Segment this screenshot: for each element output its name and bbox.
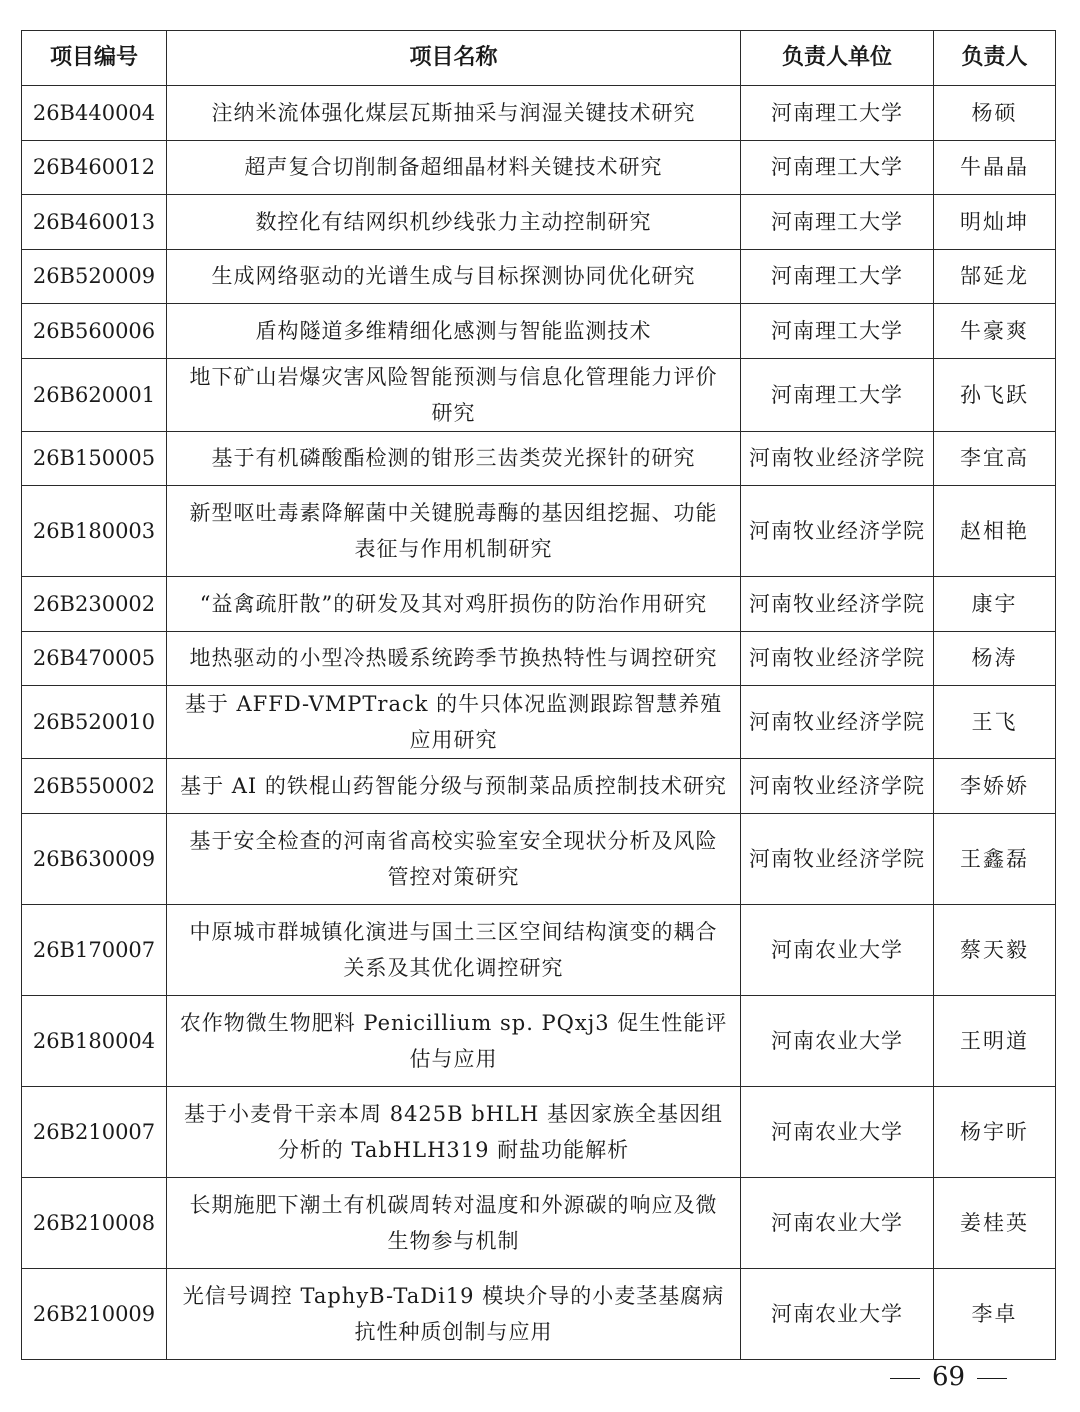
- project-id-cell: 26B150005: [22, 431, 167, 486]
- table-row: [22, 577, 1056, 632]
- project-name-cell: 新型呕吐毒素降解菌中关键脱毒酶的基因组挖掘、功能表征与作用机制研究: [167, 486, 741, 577]
- project-name-cell: 注纳米流体强化煤层瓦斯抽采与润湿关键技术研究: [167, 86, 741, 141]
- project-name-cell: 地热驱动的小型冷热暖系统跨季节换热特性与调控研究: [167, 631, 741, 686]
- leader-unit-cell: 河南牧业经济学院: [741, 686, 934, 759]
- project-id-cell: 26B210009: [22, 1268, 167, 1359]
- project-id-cell: 26B630009: [22, 813, 167, 904]
- project-name-cell: 盾构隧道多维精细化感测与智能监测技术: [167, 304, 741, 359]
- leader-cell: 牛晶晶: [934, 140, 1056, 195]
- leader-cell: 孙飞跃: [934, 358, 1056, 431]
- leader-cell: 牛豪爽: [934, 304, 1056, 359]
- leader-cell: 杨硕: [934, 86, 1056, 141]
- header-row: [22, 31, 1056, 86]
- project-name-cell: 数控化有结网织机纱线张力主动控制研究: [167, 195, 741, 250]
- project-name-cell: “益禽疏肝散”的研发及其对鸡肝损伤的防治作用研究: [167, 577, 741, 632]
- leader-unit-cell: 河南理工大学: [741, 86, 934, 141]
- table-row: [22, 631, 1056, 686]
- leader-cell: 李卓: [934, 1268, 1056, 1359]
- project-name-cell: 基于小麦骨干亲本周 8425B bHLH 基因家族全基因组分析的 TabHLH319 耐盐功能解析: [167, 1086, 741, 1177]
- table-row: [22, 195, 1056, 250]
- leader-unit-cell: 河南农业大学: [741, 1086, 934, 1177]
- table-row: [22, 759, 1056, 814]
- project-id-cell: 26B440004: [22, 86, 167, 141]
- header-leader: 负责人: [934, 31, 1056, 86]
- project-name-cell: 农作物微生物肥料 Penicillium sp. PQxj3 促生性能评估与应用: [167, 995, 741, 1086]
- header-project-id: 项目编号: [22, 31, 167, 86]
- table-row: [22, 249, 1056, 304]
- table-row: [22, 1086, 1056, 1177]
- leader-unit-cell: 河南理工大学: [741, 358, 934, 431]
- project-id-cell: 26B170007: [22, 904, 167, 995]
- leader-unit-cell: 河南农业大学: [741, 1177, 934, 1268]
- page-dash-right: [977, 1378, 1007, 1379]
- table-row: [22, 904, 1056, 995]
- project-id-cell: 26B460013: [22, 195, 167, 250]
- project-name-cell: 长期施肥下潮土有机碳周转对温度和外源碳的响应及微生物参与机制: [167, 1177, 741, 1268]
- leader-cell: 王飞: [934, 686, 1056, 759]
- table-row: [22, 431, 1056, 486]
- leader-unit-cell: 河南理工大学: [741, 195, 934, 250]
- project-name-cell: 基于 AFFD-VMPTrack 的牛只体况监测跟踪智慧养殖应用研究: [167, 686, 741, 759]
- leader-cell: 杨涛: [934, 631, 1056, 686]
- table-row: [22, 995, 1056, 1086]
- leader-unit-cell: 河南理工大学: [741, 140, 934, 195]
- leader-unit-cell: 河南牧业经济学院: [741, 431, 934, 486]
- leader-unit-cell: 河南农业大学: [741, 1268, 934, 1359]
- project-id-cell: 26B520010: [22, 686, 167, 759]
- project-name-cell: 地下矿山岩爆灾害风险智能预测与信息化管理能力评价研究: [167, 358, 741, 431]
- project-id-cell: 26B210007: [22, 1086, 167, 1177]
- project-table: [21, 30, 1056, 1360]
- leader-cell: 郜延龙: [934, 249, 1056, 304]
- leader-cell: 蔡天毅: [934, 904, 1056, 995]
- table-row: [22, 1268, 1056, 1359]
- project-id-cell: 26B560006: [22, 304, 167, 359]
- page-number-value: 69: [932, 1362, 966, 1392]
- leader-unit-cell: 河南牧业经济学院: [741, 577, 934, 632]
- leader-unit-cell: 河南牧业经济学院: [741, 759, 934, 814]
- leader-cell: 赵相艳: [934, 486, 1056, 577]
- table-row: [22, 486, 1056, 577]
- leader-cell: 姜桂英: [934, 1177, 1056, 1268]
- leader-cell: 李娇娇: [934, 759, 1056, 814]
- table-row: [22, 1177, 1056, 1268]
- leader-unit-cell: 河南牧业经济学院: [741, 486, 934, 577]
- table-row: [22, 140, 1056, 195]
- project-name-cell: 生成网络驱动的光谱生成与目标探测协同优化研究: [167, 249, 741, 304]
- project-name-cell: 基于 AI 的铁棍山药智能分级与预制菜品质控制技术研究: [167, 759, 741, 814]
- leader-cell: 李宜高: [934, 431, 1056, 486]
- table-row: [22, 304, 1056, 359]
- page-dash-left: [890, 1378, 920, 1379]
- project-id-cell: 26B460012: [22, 140, 167, 195]
- table-row: [22, 358, 1056, 431]
- header-leader-unit: 负责人单位: [741, 31, 934, 86]
- table-row: [22, 86, 1056, 141]
- leader-cell: 康宇: [934, 577, 1056, 632]
- table-header: [22, 31, 1056, 86]
- leader-cell: 王鑫磊: [934, 813, 1056, 904]
- project-id-cell: 26B210008: [22, 1177, 167, 1268]
- project-name-cell: 光信号调控 TaphyB-TaDi19 模块介导的小麦茎基腐病抗性种质创制与应用: [167, 1268, 741, 1359]
- project-id-cell: 26B550002: [22, 759, 167, 814]
- table-body: [22, 86, 1056, 1360]
- table-row: [22, 686, 1056, 759]
- project-id-cell: 26B230002: [22, 577, 167, 632]
- project-id-cell: 26B470005: [22, 631, 167, 686]
- leader-unit-cell: 河南牧业经济学院: [741, 631, 934, 686]
- page-number: [878, 1362, 1019, 1392]
- leader-cell: 王明道: [934, 995, 1056, 1086]
- project-id-cell: 26B180003: [22, 486, 167, 577]
- project-id-cell: 26B520009: [22, 249, 167, 304]
- leader-unit-cell: 河南农业大学: [741, 995, 934, 1086]
- leader-unit-cell: 河南牧业经济学院: [741, 813, 934, 904]
- project-name-cell: 基于安全检查的河南省高校实验室安全现状分析及风险管控对策研究: [167, 813, 741, 904]
- leader-unit-cell: 河南理工大学: [741, 249, 934, 304]
- project-name-cell: 基于有机磷酸酯检测的钳形三齿类荧光探针的研究: [167, 431, 741, 486]
- header-project-name: 项目名称: [167, 31, 741, 86]
- leader-unit-cell: 河南农业大学: [741, 904, 934, 995]
- table-row: [22, 813, 1056, 904]
- leader-cell: 明灿坤: [934, 195, 1056, 250]
- leader-cell: 杨宇昕: [934, 1086, 1056, 1177]
- project-id-cell: 26B180004: [22, 995, 167, 1086]
- project-name-cell: 中原城市群城镇化演进与国土三区空间结构演变的耦合关系及其优化调控研究: [167, 904, 741, 995]
- project-name-cell: 超声复合切削制备超细晶材料关键技术研究: [167, 140, 741, 195]
- leader-unit-cell: 河南理工大学: [741, 304, 934, 359]
- project-id-cell: 26B620001: [22, 358, 167, 431]
